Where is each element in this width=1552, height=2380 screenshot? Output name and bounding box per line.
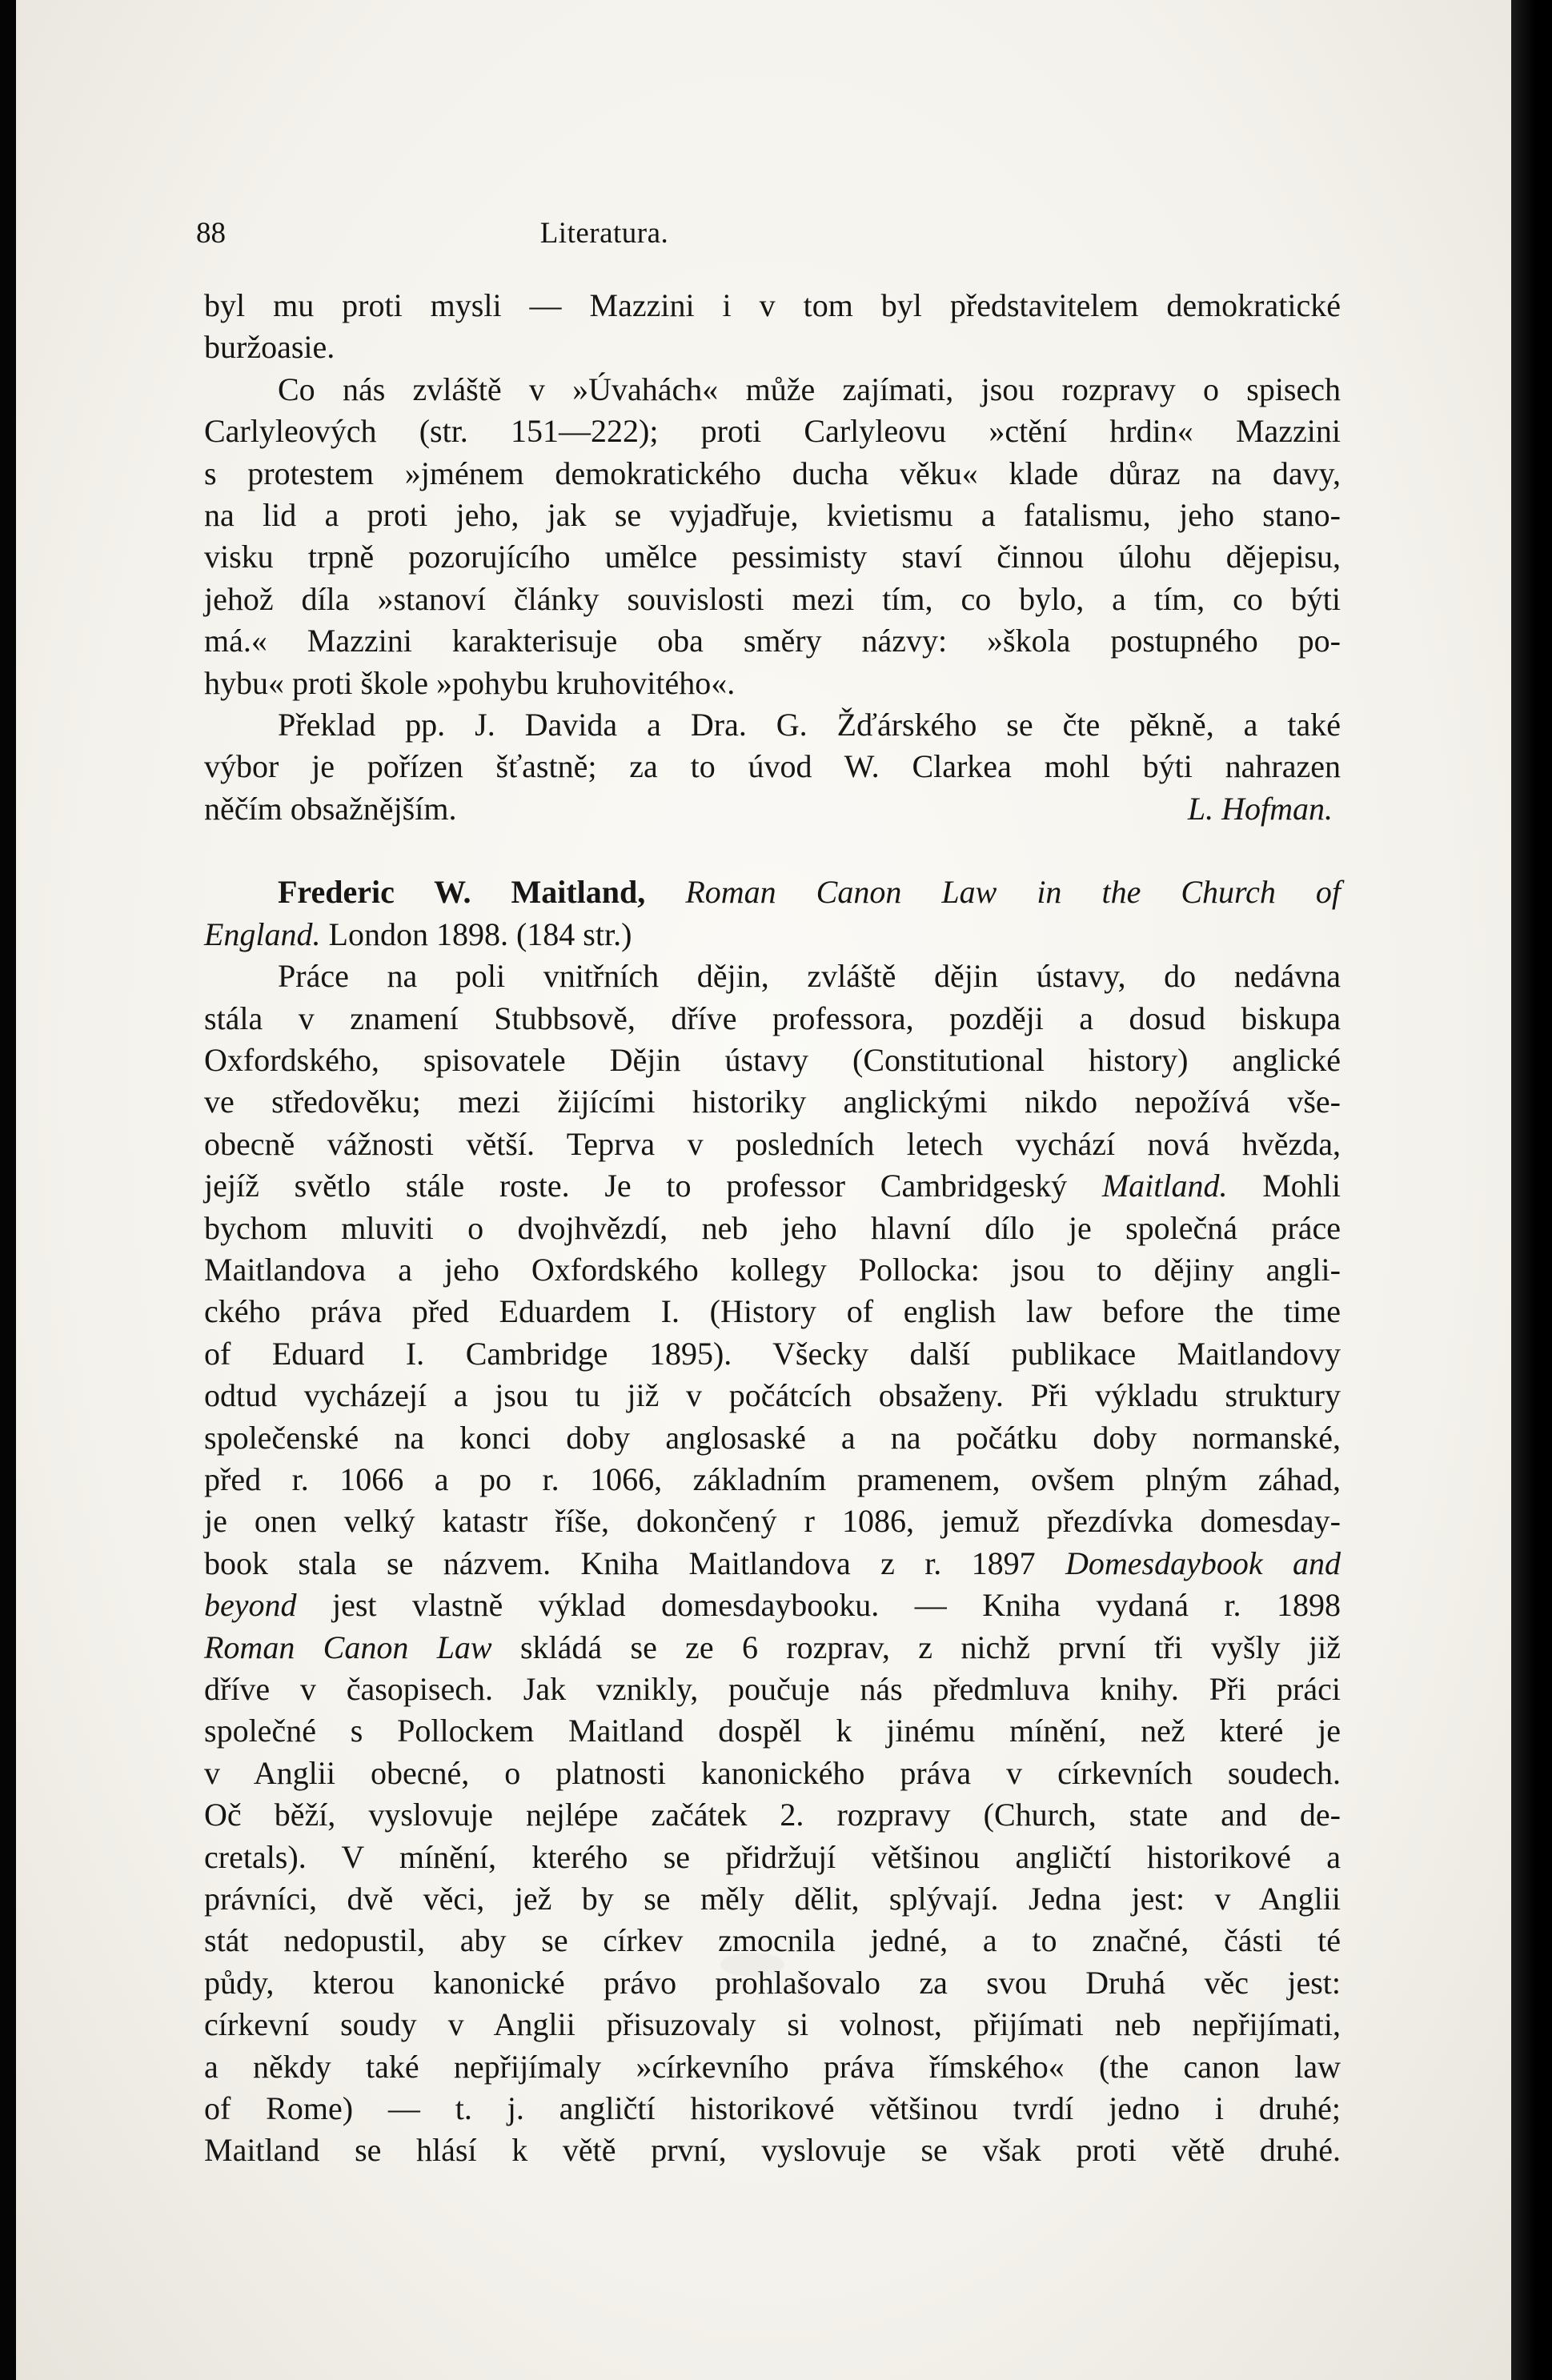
- text-line: Práce na poli vnitřních dějin, zvláště dějin ústavy, do nedávna: [278, 958, 1341, 995]
- book-imprint: London 1898. (184 str.): [328, 916, 632, 952]
- text-line: [204, 1585, 1341, 1626]
- text-line: stát nedopustil, aby se církev zmocnila jedné, a to značné, části té: [204, 1922, 1341, 1959]
- text-line: hybu« proti škole »pohybu kruhovitého«.: [204, 664, 736, 701]
- text-fragment: jejíž světlo stále roste. Je to professor Cambridgeský: [204, 1168, 1068, 1204]
- text-line: odtud vycházejí a jsou tu již v počátcích obsaženy. Při výkladu struktury: [204, 1377, 1341, 1414]
- text-line: Překlad pp. J. Davida a Dra. G. Žďárského se čte pěkně, a také: [278, 707, 1341, 743]
- scan-right-border: [1511, 0, 1552, 2380]
- book-author: Frederic W. Maitland,: [278, 874, 646, 911]
- text-line: [204, 1543, 1341, 1585]
- section-gap: [204, 830, 1341, 871]
- review2-heading: [204, 871, 1341, 956]
- text-line: byl mu proti mysli — Mazzini i v tom byl představitelem demokratické: [204, 287, 1341, 323]
- text-line: církevní soudy v Anglii přisuzovaly si volnost, přijímati neb nepřijímati,: [204, 2006, 1341, 2043]
- text-line: bychom mluviti o dvojhvězdí, neb jeho hlavní dílo je společná práce: [204, 1209, 1341, 1246]
- text-line: ve středověku; mezi žijícími historiky anglickými nikdo nepožívá vše-: [204, 1084, 1341, 1120]
- text-line: na lid a proti jeho, jak se vyjadřuje, kvietismu a fatalismu, jeho stano-: [204, 497, 1341, 534]
- domesday-title: Domesdaybook and: [1065, 1545, 1341, 1581]
- text-line: v Anglii obecné, o platnosti kanonického práva v církevních soudech.: [204, 1754, 1341, 1791]
- text-line: Maitland se hlásí k větě první, vyslovuje se však proti větě druhé.: [204, 2132, 1341, 2169]
- text-line: společenské na konci doby anglosaské a na počátku doby normanské,: [204, 1419, 1341, 1456]
- text-line: je onen velký katastr říše, dokončený r 1086, jemuž přezdívka domesday-: [204, 1503, 1341, 1540]
- book-title: Roman Canon Law in the Church of: [685, 874, 1341, 911]
- text-fragment: skládá se ze 6 rozprav, z nichž první tři vyšly již: [519, 1629, 1341, 1665]
- text-line: stála v znamení Stubbsově, dříve professora, později a dosud biskupa: [204, 1000, 1341, 1036]
- running-title: Literatura.: [539, 217, 669, 250]
- text-line: Maitlandova a jeho Oxfordského kollegy Pollocka: jsou to dějiny angli-: [204, 1251, 1341, 1288]
- text-line: půdy, kterou kanonické právo prohlašovalo za svou Druhá věc jest:: [204, 1964, 1341, 2001]
- text-fragment: jest vlastně výklad domesdaybooku. — Kniha vydaná r. 1898: [331, 1587, 1341, 1624]
- text-line: Co nás zvláště v »Úvahách« může zajímati, jsou rozpravy o spisech: [278, 371, 1341, 407]
- review2-paragraph: [204, 956, 1341, 2172]
- text-line: má.« Mazzini karakterisuje oba směry názvy: »škola postupného po-: [204, 623, 1341, 659]
- body-text: [204, 285, 1341, 2172]
- text-fragment: něčím obsažnějším.: [204, 790, 457, 827]
- text-line: [204, 1627, 1341, 1669]
- text-line: ckého práva před Eduardem I. (History of english law before the time: [204, 1293, 1341, 1330]
- paper-smudge: [720, 1953, 784, 1977]
- text-line: dříve v časopisech. Jak vznikly, poučuje nás předmluva knihy. Při práci: [204, 1671, 1341, 1707]
- text-line: společné s Pollockem Maitland dospěl k jinému mínění, než které je: [204, 1713, 1341, 1749]
- review1-paragraph-1: [204, 285, 1341, 369]
- text-line: obecně vážnosti větší. Teprva v posledních letech vychází nová hvězda,: [204, 1125, 1341, 1162]
- book-title-continued: England.: [204, 916, 321, 952]
- maitland-name: Maitland.: [1101, 1168, 1228, 1204]
- text-line: cretals). V mínění, kterého se přidržují většinou angličtí historikové a: [204, 1838, 1341, 1875]
- page-number: 88: [196, 217, 226, 250]
- review1-paragraph-2: [204, 369, 1341, 704]
- scan-left-border: [0, 0, 16, 2380]
- text-line: [204, 788, 1341, 830]
- text-line: of Rome) — t. j. angličtí historikové většinou tvrdí jedno i druhé;: [204, 2090, 1341, 2127]
- text-line: Oxfordského, spisovatele Dějin ústavy (Constitutional history) anglické: [204, 1041, 1341, 1078]
- text-line: visku trpně pozorujícího umělce pessimisty staví činnou úlohu dějepisu,: [204, 539, 1341, 575]
- text-line: [204, 914, 1341, 956]
- text-line: Oč běží, vyslovuje nejlépe začátek 2. rozpravy (Church, state and de-: [204, 1797, 1341, 1833]
- text-line: of Eduard I. Cambridge 1895). Všecky další publikace Maitlandovy: [204, 1335, 1341, 1372]
- text-line: a někdy také nepřijímaly »církevního práva římského« (the canon law: [204, 2048, 1341, 2085]
- text-line: Carlyleových (str. 151—222); proti Carlyleovu »ctění hrdin« Mazzini: [204, 413, 1341, 450]
- text-line: výbor je pořízen šťastně; za to úvod W. Clarkea mohl býti nahrazen: [204, 748, 1341, 785]
- roman-canon-law-title: Roman Canon Law: [204, 1629, 492, 1665]
- text-line: [204, 871, 1341, 913]
- text-fragment: book stala se názvem. Kniha Maitlandova z r. 1897: [204, 1545, 1036, 1581]
- text-line: právníci, dvě věci, jež by se měly dělit, splývají. Jedna jest: v Anglii: [204, 1881, 1341, 1917]
- text-line: [204, 1165, 1341, 1207]
- text-line: buržoasie.: [204, 329, 335, 366]
- text-line: s protestem »jménem demokratického ducha věku« klade důraz na davy,: [204, 455, 1341, 491]
- book-page: [16, 0, 1511, 2380]
- text-fragment: Mohli: [1262, 1168, 1341, 1204]
- reviewer-signature: L. Hofman.: [1187, 790, 1333, 827]
- review1-paragraph-3: [204, 704, 1341, 830]
- text-line: před r. 1066 a po r. 1066, základním pramenem, ovšem plným záhad,: [204, 1460, 1341, 1497]
- text-line: jehož díla »stanoví články souvislosti mezi tím, co bylo, a tím, co býti: [204, 580, 1341, 617]
- domesday-title-continued: beyond: [204, 1587, 297, 1624]
- running-head: [196, 216, 1349, 256]
